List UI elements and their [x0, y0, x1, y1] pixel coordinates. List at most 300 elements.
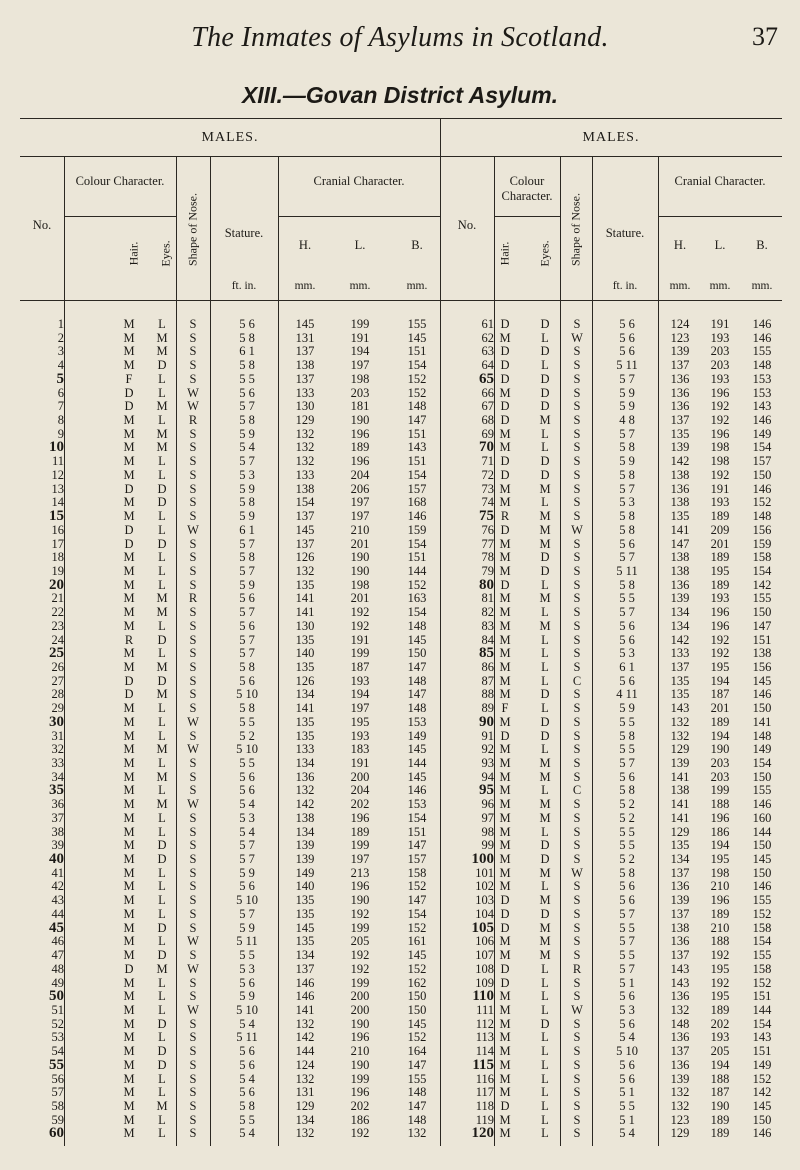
eyes-value: M: [539, 797, 551, 812]
eyes-value: L: [158, 989, 166, 1004]
hair-value: M: [499, 989, 511, 1004]
eyes-value: L: [541, 1126, 549, 1141]
row-number: 23: [51, 618, 64, 633]
hair-value: M: [123, 852, 135, 867]
nose-value: S: [573, 577, 581, 592]
height-value: 139: [670, 440, 690, 455]
hair-value: D: [124, 536, 134, 551]
nose-value: W: [187, 399, 199, 414]
hair-value: M: [123, 413, 135, 428]
breadth-value: 144: [407, 563, 427, 578]
row-number: 66: [481, 385, 494, 400]
hair-value: M: [123, 1085, 135, 1100]
length-value: 203: [350, 385, 370, 400]
stature-value: 5 5: [239, 371, 255, 386]
row-number: 5: [56, 370, 64, 387]
hair-value: M: [123, 728, 135, 743]
row-number: 107: [475, 948, 494, 963]
stature-value: 5 7: [239, 838, 255, 853]
nose-value: S: [573, 495, 581, 510]
row-number: 76: [481, 522, 494, 537]
breadth-value: 145: [752, 673, 772, 688]
length-value: 192: [710, 646, 730, 661]
eyes-value: M: [156, 399, 168, 414]
table-row: [20, 565, 782, 579]
nose-value: S: [573, 646, 581, 661]
row-number: 19: [51, 563, 64, 578]
height-value: 141: [295, 591, 315, 606]
length-value: 192: [350, 605, 370, 620]
stature-value: 5 9: [619, 385, 635, 400]
breadth-value: 147: [407, 687, 427, 702]
breadth-value: 143: [752, 1030, 772, 1045]
length-value: 190: [350, 1057, 370, 1072]
height-value: 138: [670, 550, 690, 565]
breadth-value: 153: [407, 797, 427, 812]
breadth-value: 154: [407, 810, 427, 825]
hair-value: D: [500, 413, 510, 428]
length-value: 191: [350, 632, 370, 647]
hair-value: M: [123, 701, 135, 716]
height-value: 141: [670, 522, 690, 537]
hair-value: M: [499, 810, 511, 825]
row-number: 13: [51, 481, 64, 496]
nose-value: S: [189, 1016, 197, 1031]
hair-value: M: [123, 1030, 135, 1045]
row-number: 38: [51, 824, 64, 839]
breadth-value: 150: [407, 646, 427, 661]
height-value: 143: [670, 961, 690, 976]
row-number: 61: [481, 317, 494, 331]
hair-value: D: [500, 961, 510, 976]
stature-value: 6 1: [239, 344, 255, 359]
row-number: 112: [475, 1016, 494, 1031]
nose-value: S: [189, 1126, 197, 1141]
row-number: 63: [481, 344, 494, 359]
breadth-value: 145: [407, 330, 427, 345]
nose-value: S: [573, 989, 581, 1004]
stature-value: 5 10: [236, 893, 258, 908]
height-value: 134: [295, 948, 315, 963]
length-value: 188: [710, 1071, 730, 1086]
length-value: 199: [710, 783, 730, 798]
breadth-value: 157: [752, 454, 772, 469]
table-row: [20, 332, 782, 346]
stature-header: Stature.: [605, 226, 645, 240]
height-value: 137: [670, 1044, 690, 1059]
height-value: 136: [670, 1057, 690, 1072]
stature-value: 5 8: [239, 495, 255, 510]
height-value: 133: [670, 646, 690, 661]
nose-value: S: [573, 906, 581, 921]
length-value: 201: [350, 536, 370, 551]
row-number: 104: [475, 906, 494, 921]
eyes-value: L: [158, 522, 166, 537]
nose-value: S: [573, 824, 581, 839]
breadth-value: 146: [752, 797, 772, 812]
stature-value: 5 6: [619, 1071, 635, 1086]
table-row: [20, 634, 782, 648]
breadth-value: 155: [752, 893, 772, 908]
breadth-value: 149: [752, 426, 772, 441]
hair-value: D: [500, 317, 510, 331]
hair-value: M: [123, 618, 135, 633]
mm-unit: mm.: [349, 280, 371, 292]
hair-value: M: [123, 1044, 135, 1059]
nose-value: W: [571, 1002, 583, 1017]
stature-value: 5 6: [239, 618, 255, 633]
breadth-value: 158: [752, 961, 772, 976]
row-number: 105: [471, 919, 494, 936]
nose-value: S: [573, 591, 581, 606]
row-number: 108: [475, 961, 494, 976]
eyes-value: D: [157, 495, 167, 510]
row-number: 91: [481, 728, 494, 743]
nose-value: S: [573, 728, 581, 743]
stature-value: 5 3: [239, 961, 255, 976]
table-row: [20, 963, 782, 977]
length-value: 183: [350, 742, 370, 757]
table-row: [20, 387, 782, 401]
stature-value: 5 11: [616, 563, 638, 578]
breadth-value: 149: [752, 742, 772, 757]
eyes-value: L: [158, 701, 166, 716]
breadth-value: 153: [752, 371, 772, 386]
row-number: 32: [51, 742, 64, 757]
hair-value: M: [123, 920, 135, 935]
hair-value: M: [123, 317, 135, 331]
row-number: 57: [51, 1085, 64, 1100]
stature-value: 5 6: [619, 618, 635, 633]
hair-value: M: [123, 591, 135, 606]
height-value: 139: [295, 852, 315, 867]
hair-value: M: [499, 687, 511, 702]
stature-value: 5 9: [239, 577, 255, 592]
row-number: 24: [51, 632, 64, 647]
height-value: 142: [670, 632, 690, 647]
nose-value: S: [189, 330, 197, 345]
h-header: H.: [673, 238, 687, 252]
nose-value: S: [189, 358, 197, 373]
header-rule: [494, 216, 560, 217]
breadth-value: 148: [752, 509, 772, 524]
eyes-value: M: [539, 865, 551, 880]
stature-value: 5 3: [239, 467, 255, 482]
eyes-value: D: [540, 563, 550, 578]
height-value: 135: [670, 426, 690, 441]
eyes-value: M: [156, 961, 168, 976]
height-value: 141: [670, 797, 690, 812]
nose-value: S: [189, 1030, 197, 1045]
eyes-value: D: [540, 1016, 550, 1031]
eyes-value: L: [158, 756, 166, 770]
row-number: 58: [51, 1098, 64, 1113]
eyes-value: M: [539, 618, 551, 633]
stature-value: 5 7: [239, 632, 255, 647]
stature-value: 4 11: [616, 687, 638, 702]
nose-value: S: [573, 1126, 581, 1141]
length-value: 187: [710, 1085, 730, 1100]
length-value: 195: [350, 714, 370, 729]
row-number: 119: [475, 1112, 494, 1127]
hair-value: D: [124, 399, 134, 414]
eyes-value: L: [541, 577, 549, 592]
height-value: 139: [670, 344, 690, 359]
breadth-value: 150: [752, 467, 772, 482]
stature-value: 5 9: [619, 454, 635, 469]
row-number: 48: [51, 961, 64, 976]
eyes-value: L: [541, 824, 549, 839]
eyes-value: L: [158, 975, 166, 990]
height-value: 138: [670, 920, 690, 935]
hair-value: M: [499, 1044, 511, 1059]
nose-value: S: [189, 577, 197, 592]
eyes-value: D: [157, 920, 167, 935]
nose-value: S: [573, 509, 581, 524]
nose-value: S: [573, 756, 581, 770]
table-row: [20, 428, 782, 442]
breadth-value: 146: [752, 687, 772, 702]
hair-value: M: [123, 975, 135, 990]
table-row: [20, 1018, 782, 1032]
length-value: 189: [710, 714, 730, 729]
eyes-value: D: [157, 536, 167, 551]
length-value: 189: [710, 1002, 730, 1017]
row-number: 87: [481, 673, 494, 688]
row-number: 80: [479, 576, 494, 593]
stature-value: 5 6: [239, 1044, 255, 1059]
stature-value: 5 7: [619, 961, 635, 976]
nose-value: W: [571, 330, 583, 345]
breadth-value: 151: [407, 426, 427, 441]
eyes-value: L: [158, 371, 166, 386]
hair-value: M: [123, 879, 135, 894]
height-value: 139: [295, 838, 315, 853]
height-value: 137: [295, 961, 315, 976]
row-number: 29: [51, 701, 64, 716]
row-number: 50: [49, 988, 64, 1005]
nose-value: C: [572, 783, 582, 798]
stature-value: 5 7: [239, 646, 255, 661]
nose-value: S: [573, 358, 581, 373]
eyes-value: M: [156, 659, 168, 674]
height-value: 129: [295, 413, 315, 428]
breadth-value: 158: [752, 550, 772, 565]
breadth-value: 147: [407, 413, 427, 428]
breadth-value: 148: [407, 1112, 427, 1127]
eyes-value: L: [541, 1044, 549, 1059]
eyes-value: L: [541, 879, 549, 894]
length-value: 189: [710, 1126, 730, 1141]
table-row: [20, 592, 782, 606]
breadth-value: 158: [752, 920, 772, 935]
stature-value: 5 6: [619, 330, 635, 345]
eyes-value: L: [541, 783, 549, 798]
height-value: 137: [670, 906, 690, 921]
length-value: 193: [710, 495, 730, 510]
length-value: 199: [350, 646, 370, 661]
nose-value: S: [573, 797, 581, 812]
eyes-value: L: [158, 646, 166, 661]
eyes-value: D: [157, 838, 167, 853]
hair-value: M: [123, 344, 135, 359]
table-row: [20, 784, 782, 798]
breadth-value: 138: [752, 646, 772, 661]
stature-value: 5 8: [619, 522, 635, 537]
stature-value: 5 6: [619, 536, 635, 551]
eyes-value: L: [158, 893, 166, 908]
breadth-value: 151: [752, 1044, 772, 1059]
hair-value: F: [125, 371, 133, 386]
eyes-value: L: [541, 1057, 549, 1072]
breadth-value: 150: [752, 1112, 772, 1127]
length-value: 200: [350, 1002, 370, 1017]
height-value: 134: [295, 824, 315, 839]
nose-value: W: [571, 522, 583, 537]
breadth-value: 148: [752, 728, 772, 743]
breadth-value: 146: [752, 481, 772, 496]
nose-value: S: [573, 769, 581, 784]
stature-value: 5 9: [239, 481, 255, 496]
height-value: 126: [295, 673, 315, 688]
b-header: B.: [756, 238, 768, 252]
eyes-value: D: [540, 467, 550, 482]
stature-value: 5 2: [619, 797, 635, 812]
row-number: 43: [51, 893, 64, 908]
eyes-value: M: [156, 1098, 168, 1113]
eyes-value: L: [541, 605, 549, 620]
eyes-value: L: [158, 563, 166, 578]
length-value: 196: [350, 810, 370, 825]
height-value: 134: [295, 756, 315, 770]
table-row: [20, 1114, 782, 1128]
length-value: 196: [710, 605, 730, 620]
stature-value: 5 11: [236, 1030, 258, 1045]
nose-value: S: [573, 879, 581, 894]
length-value: 193: [710, 1030, 730, 1045]
height-value: 143: [670, 975, 690, 990]
table-row: [20, 1031, 782, 1045]
eyes-value: L: [158, 810, 166, 825]
nose-value: W: [187, 742, 199, 757]
nose-value: S: [573, 893, 581, 908]
breadth-value: 144: [752, 824, 772, 839]
height-value: 136: [670, 989, 690, 1004]
stature-value: 5 6: [239, 879, 255, 894]
hair-value: M: [499, 714, 511, 729]
nose-value: S: [189, 810, 197, 825]
length-value: 192: [710, 413, 730, 428]
eyes-value: M: [156, 687, 168, 702]
nose-value: S: [189, 481, 197, 496]
eyes-value: L: [158, 618, 166, 633]
hair-value: D: [500, 577, 510, 592]
eyes-value: M: [539, 893, 551, 908]
row-number: 77: [481, 536, 494, 551]
breadth-value: 152: [752, 975, 772, 990]
stature-value: 5 8: [239, 1098, 255, 1113]
nose-value: S: [189, 824, 197, 839]
eyes-value: L: [158, 1085, 166, 1100]
nose-value: S: [189, 975, 197, 990]
row-number: 88: [481, 687, 494, 702]
breadth-value: 151: [407, 550, 427, 565]
table-row: [20, 661, 782, 675]
breadth-value: 149: [752, 1057, 772, 1072]
breadth-value: 152: [407, 920, 427, 935]
stature-value: 5 2: [239, 728, 255, 743]
row-number: 12: [51, 467, 64, 482]
row-number: 64: [481, 358, 494, 373]
length-value: 191: [710, 481, 730, 496]
eyes-header: Eyes.: [158, 240, 173, 267]
breadth-value: 151: [752, 632, 772, 647]
breadth-value: 143: [752, 399, 772, 414]
nose-value: S: [573, 632, 581, 647]
length-value: 197: [350, 358, 370, 373]
hair-header: Hair.: [126, 241, 141, 266]
nose-value: S: [189, 989, 197, 1004]
stature-value: 5 6: [239, 1085, 255, 1100]
breadth-value: 153: [752, 385, 772, 400]
hair-value: D: [124, 687, 134, 702]
length-value: 202: [350, 1098, 370, 1113]
height-value: 132: [295, 1016, 315, 1031]
stature-value: 5 9: [239, 426, 255, 441]
row-number: 81: [481, 591, 494, 606]
section-rule: [20, 156, 782, 157]
row-number: 35: [49, 782, 64, 799]
length-value: 193: [710, 330, 730, 345]
height-value: 129: [670, 742, 690, 757]
hair-value: M: [499, 563, 511, 578]
row-number: 83: [481, 618, 494, 633]
height-value: 136: [670, 879, 690, 894]
hair-value: M: [123, 646, 135, 661]
table-row: [20, 880, 782, 894]
row-number: 9: [57, 426, 64, 441]
nose-value: S: [189, 344, 197, 359]
table-row: [20, 1045, 782, 1059]
nose-value: S: [573, 701, 581, 716]
eyes-value: L: [541, 646, 549, 661]
stature-value: 4 8: [619, 413, 635, 428]
row-number: 93: [481, 756, 494, 770]
hair-value: D: [124, 385, 134, 400]
breadth-value: 154: [752, 1016, 772, 1031]
row-number: 82: [481, 605, 494, 620]
breadth-value: 164: [407, 1044, 427, 1059]
row-number: 78: [481, 550, 494, 565]
length-value: 193: [350, 673, 370, 688]
nose-value: S: [189, 701, 197, 716]
eyes-value: L: [158, 550, 166, 565]
height-value: 135: [295, 934, 315, 949]
breadth-value: 154: [752, 934, 772, 949]
length-value: 199: [350, 1071, 370, 1086]
length-value: 199: [350, 838, 370, 853]
eyes-value: D: [157, 1057, 167, 1072]
breadth-value: 154: [407, 605, 427, 620]
height-value: 138: [670, 467, 690, 482]
hair-value: M: [499, 1085, 511, 1100]
breadth-value: 148: [407, 701, 427, 716]
eyes-value: M: [539, 934, 551, 949]
stature-value: 5 9: [239, 920, 255, 935]
height-value: 136: [670, 934, 690, 949]
row-number: 27: [51, 673, 64, 688]
breadth-value: 150: [752, 605, 772, 620]
